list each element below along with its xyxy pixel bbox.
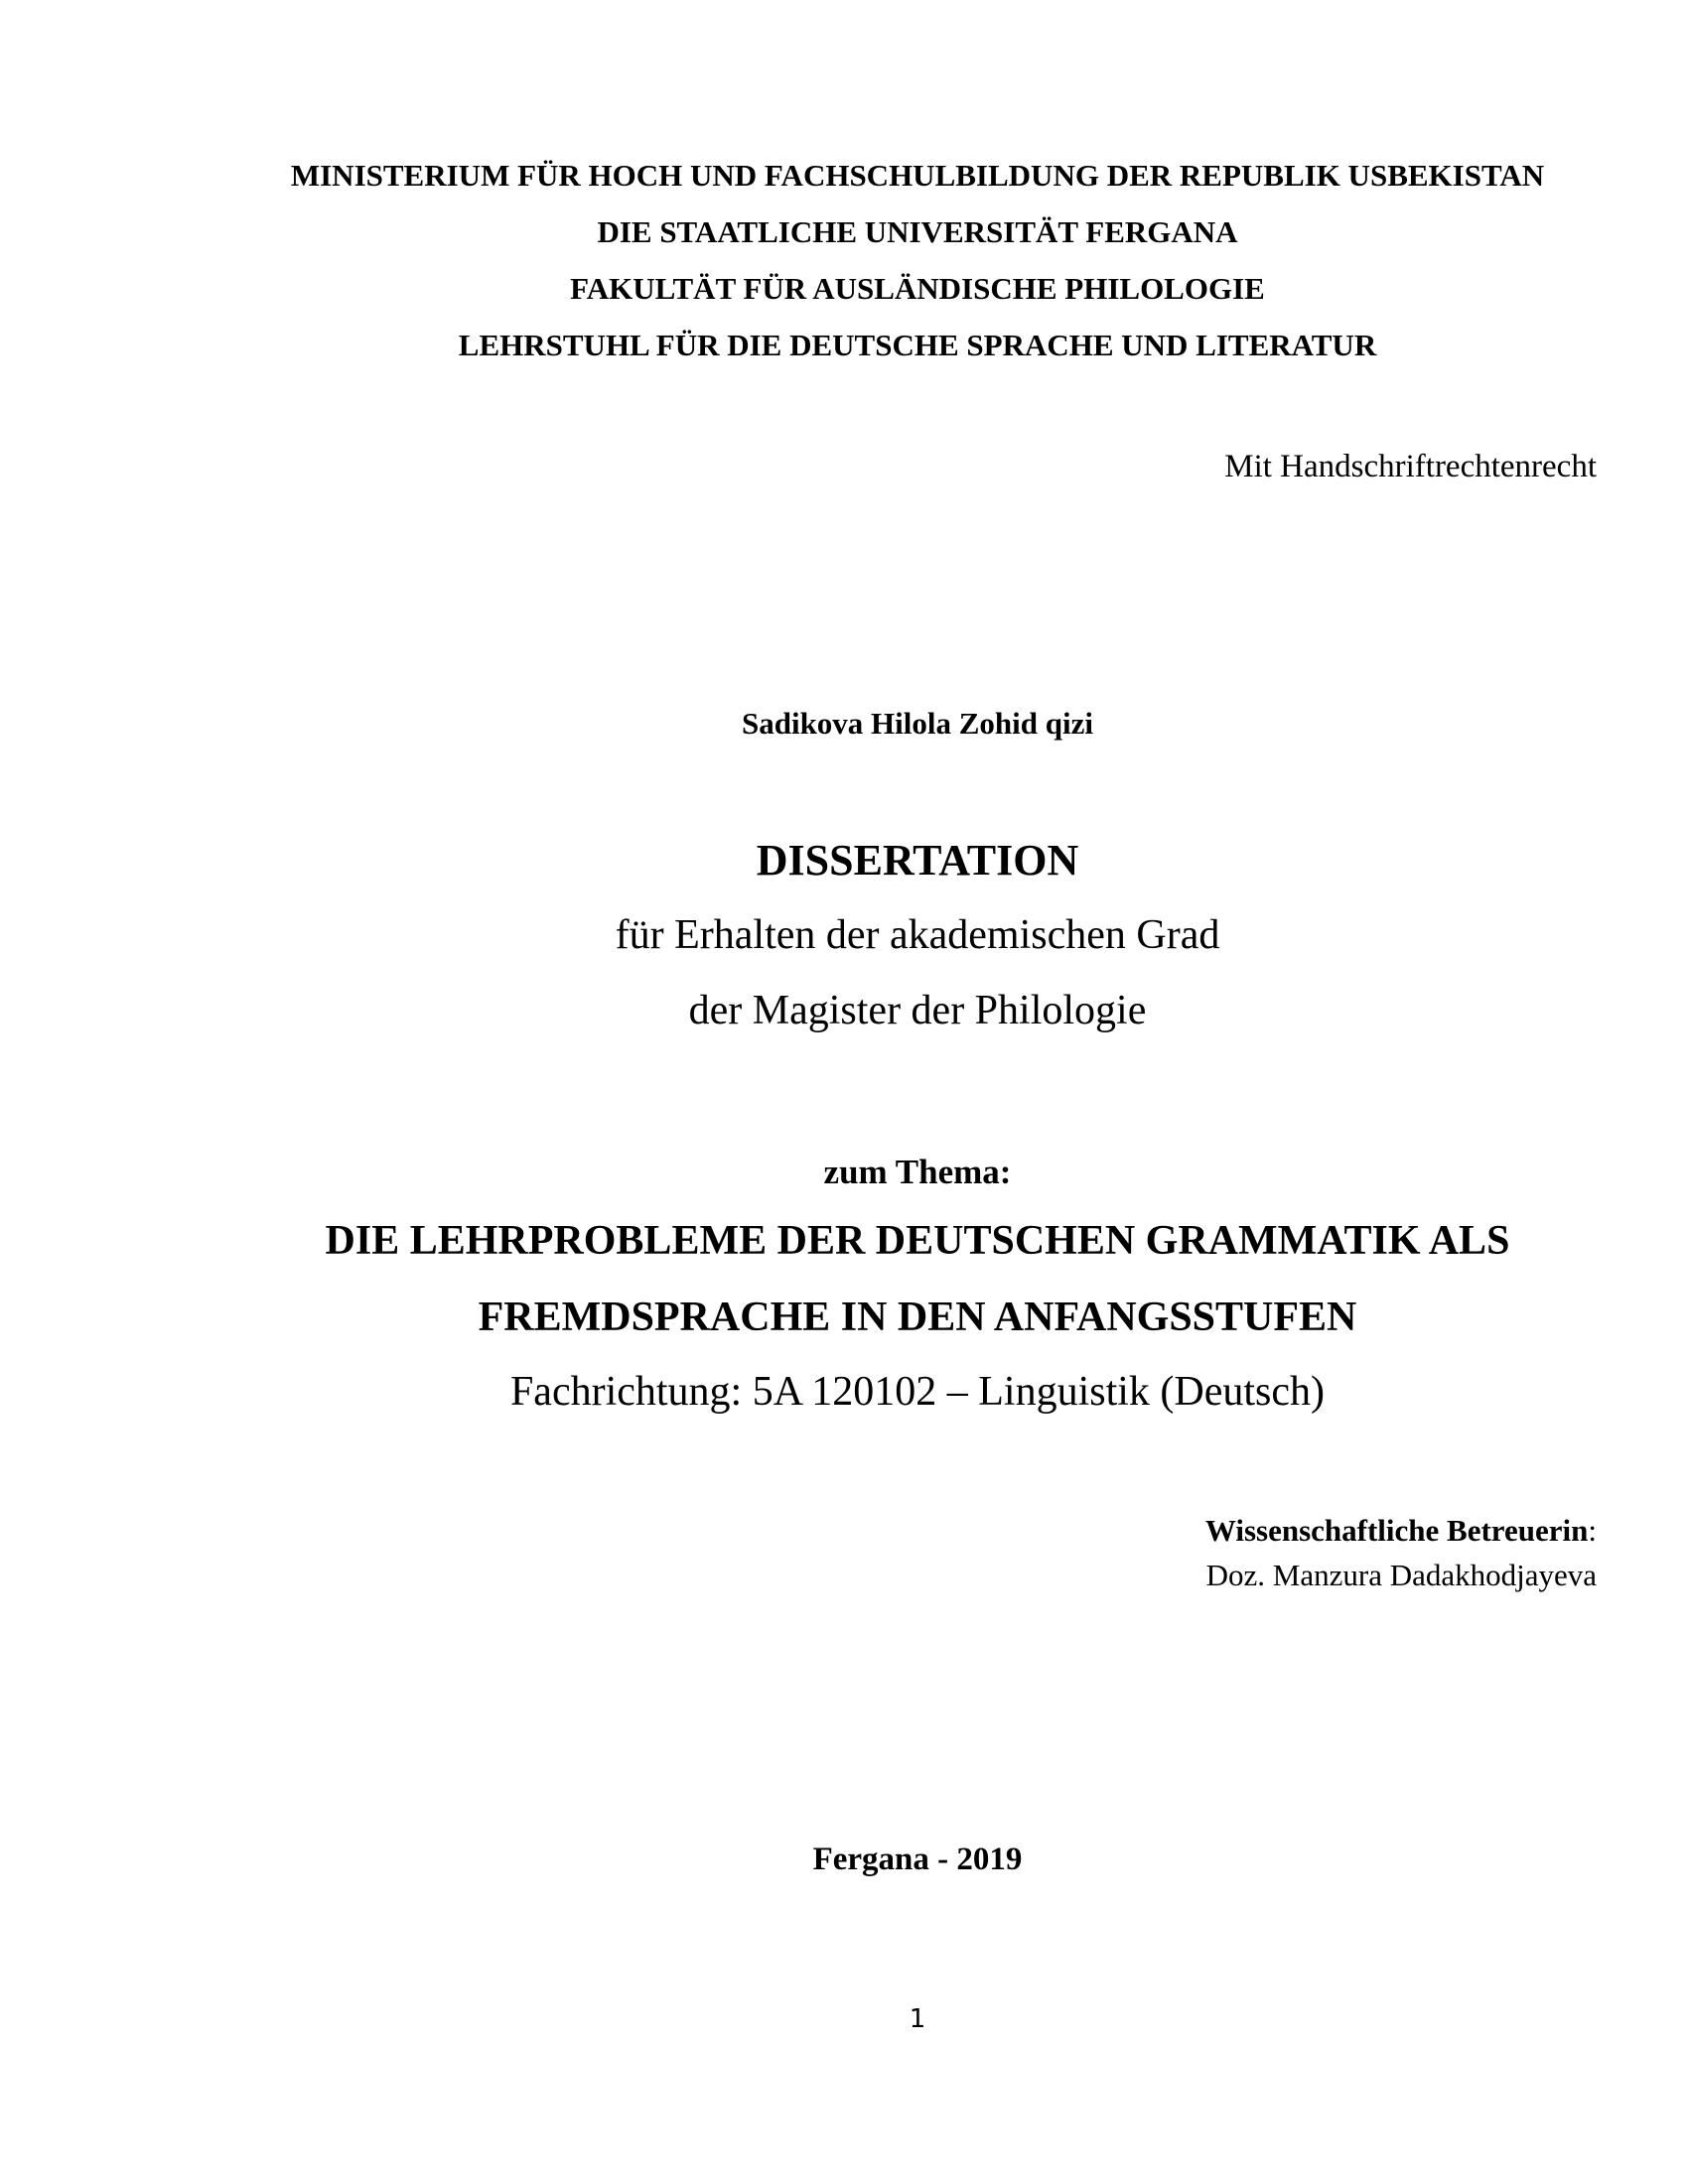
rights-note: Mit Handschriftrechtenrecht — [1224, 449, 1597, 484]
supervisor-label-text: Wissenschaftliche Betreuerin — [1204, 1513, 1589, 1548]
place-and-year: Fergana - 2019 — [812, 1842, 1023, 1877]
document-type-title: DISSERTATION — [756, 836, 1079, 885]
author-name: Sadikova Hilola Zohid qizi — [741, 706, 1094, 741]
faculty-heading: FAKULTÄT FÜR AUSLÄNDISCHE PHILOLOGIE — [570, 271, 1265, 306]
supervisor-label — [1205, 1515, 1597, 1546]
degree-line-1: für Erhalten der akademischen Grad — [615, 912, 1220, 958]
theme-title-line-1: DIE LEHRPROBLEME DER DEUTSCHEN GRAMMATIK ALS — [325, 1218, 1510, 1264]
theme-title-line-2: FREMDSPRACHE IN DEN ANFANGSSTUFEN — [478, 1295, 1357, 1340]
page-number: 1 — [909, 2004, 926, 2034]
ministry-heading: MINISTERIUM FÜR HOCH UND FACHSCHULBILDUNG DER REPUBLIK USBEKISTAN — [290, 158, 1545, 193]
supervisor-name: Doz. Manzura Dadakhodjayeva — [1205, 1558, 1597, 1592]
chair-heading: LEHRSTUHL FÜR DIE DEUTSCHE SPRACHE UND LITERATUR — [458, 328, 1377, 362]
supervisor-label-colon: : — [1588, 1513, 1597, 1548]
specialty-line: Fachrichtung: 5A 120102 – Linguistik (Deutsch) — [509, 1369, 1326, 1415]
university-heading: DIE STAATLICHE UNIVERSITÄT FERGANA — [597, 214, 1238, 249]
theme-label: zum Thema: — [823, 1153, 1012, 1191]
degree-line-2: der Magister der Philologie — [688, 988, 1147, 1033]
